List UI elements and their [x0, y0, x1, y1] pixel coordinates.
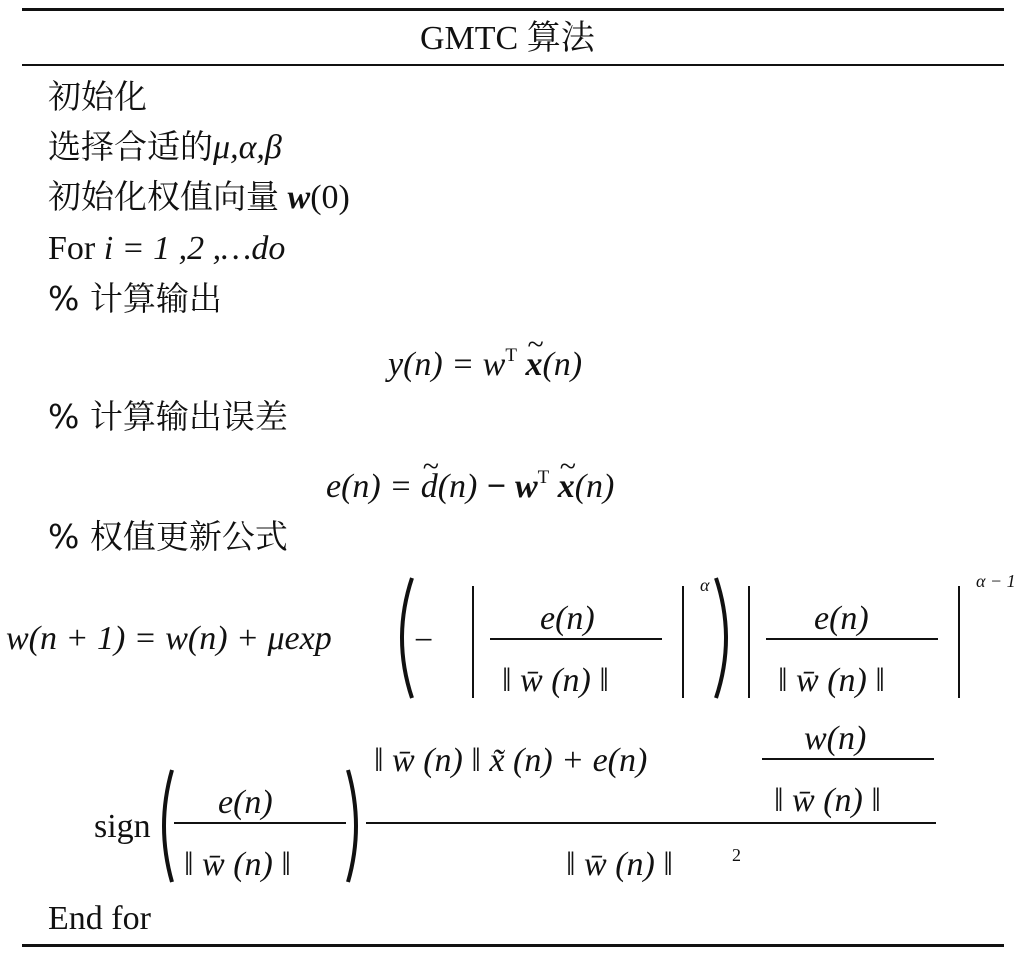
- frac3-num: e(n): [218, 784, 273, 821]
- line-choose-text: 选择合适的: [48, 127, 213, 166]
- sign-label: sign: [94, 808, 151, 845]
- abs-bar-4: [958, 586, 960, 698]
- big-num-part1: ‖ w̄ (n) ‖ x̃ (n) + e(n): [374, 742, 648, 779]
- line-choose: [48, 127, 282, 166]
- eq-error-d: ~ d: [421, 470, 438, 504]
- frac1-den: ‖ w̄ (n) ‖: [502, 662, 609, 699]
- sign-paren-right: [344, 768, 366, 884]
- abs-bar-2: [682, 586, 684, 698]
- frac3-line: [174, 822, 346, 824]
- eq-output-T: T: [505, 345, 517, 366]
- eq-error-x-arg: (n): [574, 468, 615, 505]
- eq-error: [326, 467, 615, 505]
- eq-output-x: ~ x: [525, 348, 542, 382]
- inner-frac-num: w(n): [804, 720, 867, 757]
- frac2-line: [766, 638, 938, 640]
- eq-output-arg: (n): [542, 346, 583, 383]
- line-for: [48, 232, 285, 266]
- top-rule: [22, 8, 1004, 11]
- eq-error-lhs: e(n) =: [326, 468, 421, 505]
- w0-symbol: w: [287, 179, 311, 216]
- algorithm-title: [420, 22, 595, 56]
- eq-error-d-arg: (n): [437, 468, 478, 505]
- header-rule: [22, 64, 1004, 66]
- inner-frac-den: ‖ w̄ (n) ‖: [774, 782, 881, 819]
- line-init-w-text: 初始化权值向量: [48, 177, 279, 216]
- bottom-rule: [22, 944, 1004, 947]
- sign-paren-left: [154, 768, 176, 884]
- big-frac-den: ‖ w̄ (n) ‖: [566, 846, 673, 883]
- eq-output: [388, 345, 583, 383]
- comment-update: % 权值更新公式: [48, 517, 288, 556]
- comment-output: % 计算输出: [48, 279, 222, 318]
- for-range: i = 1 ,2 ,…do: [103, 230, 286, 267]
- eq-output-lhs: y(n) = w: [388, 346, 506, 383]
- eq-error-x: ~ x: [558, 470, 575, 504]
- eq-error-minus-w: − w: [477, 468, 538, 505]
- line-init: 初始化: [48, 77, 147, 116]
- line-end-for: End for: [48, 900, 151, 937]
- abs-bar-3: [748, 586, 750, 698]
- eq-update-lhs: [6, 622, 332, 656]
- frac3-den: ‖ w̄ (n) ‖: [184, 846, 291, 883]
- frac1-num: e(n): [540, 600, 595, 637]
- for-keyword: For: [48, 230, 96, 267]
- eq-update-minus: −: [414, 622, 434, 659]
- comment-error: % 计算输出误差: [48, 397, 288, 436]
- big-paren-right: [712, 576, 738, 700]
- frac1-line: [490, 638, 662, 640]
- exp-alpha: α: [700, 575, 710, 595]
- line-choose-params: μ,α,β: [213, 129, 282, 166]
- w0-arg: (0): [310, 179, 350, 216]
- eq-update-lhs-text: w(n + 1) = w(n) + μexp: [6, 620, 332, 657]
- eq-error-T: T: [537, 467, 550, 488]
- inner-frac-line: [762, 758, 934, 760]
- big-frac-line: [366, 822, 936, 824]
- frac2-num: e(n): [814, 600, 869, 637]
- big-frac-den-sq: 2: [732, 845, 741, 865]
- exp-alpha-minus-1: α − 1: [976, 571, 1016, 591]
- line-init-w: [48, 177, 350, 216]
- abs-bar-1: [472, 586, 474, 698]
- algorithm-title-text: GMTC 算法: [420, 20, 595, 57]
- big-paren-left: [390, 576, 416, 700]
- frac2-den: ‖ w̄ (n) ‖: [778, 662, 885, 699]
